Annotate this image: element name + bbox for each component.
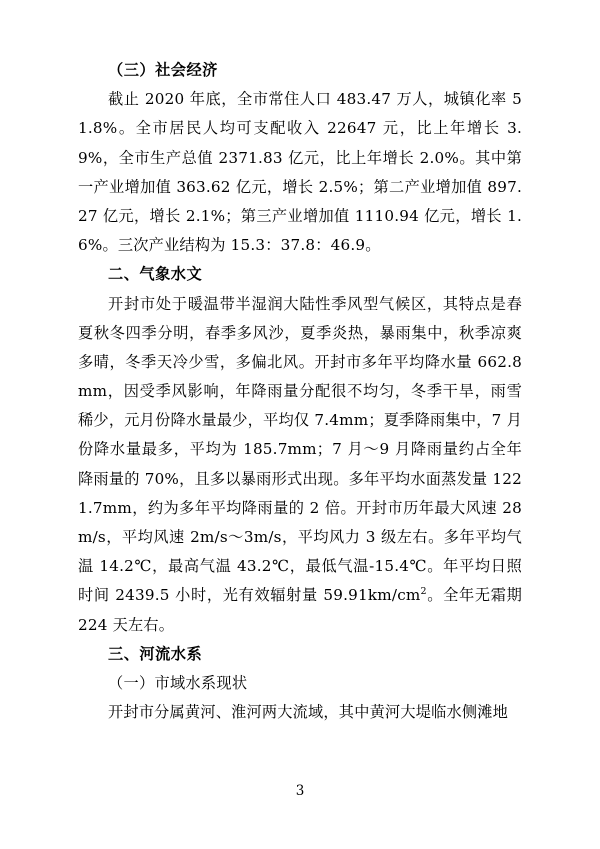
paragraph-text-after-sup: 。全年无霜期 224 天左右。 <box>78 586 523 634</box>
paragraph-social-economy: 截止 2020 年底，全市常住人口 483.47 万人，城镇化率 51.8%。全市居民人均可支配收入 22647 元，比上年增长 3.9%，全市生产总值 2371.83 亿元，比上年增长 2.0%。其中第一产业增加值 363.62 亿元，增长 2.5%；第二产业增加值 897.27 亿元，增长 2.1%；第三产业增加值 1110.94 亿元，增长 1.6%。三次产业结构为 15.3：37.8：46.9。 <box>78 90 522 255</box>
paragraph-meteorology-hydrology <box>78 290 522 640</box>
subsection-heading-city-water-system: （一）市域水系现状 <box>108 673 248 692</box>
superscript-square: 2 <box>420 586 427 598</box>
page-number: 3 <box>295 783 305 799</box>
page-content <box>78 56 522 776</box>
paragraph-text-before-sup: 开封市处于暖温带半湿润大陆性季风型气候区，其特点是春夏秋冬四季分明，春季多风沙，夏季炎热，暴雨集中，秋季凉爽多晴，冬季天冷少雪，多偏北风。开封市多年平均降水量 662.8mm，因受季风影响，年降雨量分配很不均匀，冬季干旱，雨雪稀少，元月份降水量最少，平均仅 7.4mm；夏季降雨集中，7 月份降水量最多，平均为 185.7mm；7 月～9 月降雨量约占全年降雨量的 70%，且多以暴雨形式出现。多年平均水面蒸发量 1221.7mm，约为多年平均降雨量的 2 倍。开封市历年最大风速 28m/s，平均风速 2m/s～3m/s，平均风力 3 级左右。多年平均气温 14.2℃，最高气温 43.2℃，最低气温-15.4℃。年平均日照时间 2439.5 小时，光有效辐射量 59.91km/cm <box>78 294 522 605</box>
section-heading-rivers: 三、河流水系 <box>108 644 203 663</box>
section-heading-social-economy: （三）社会经济 <box>108 61 218 79</box>
paragraph-city-water-system: 开封市分属黄河、淮河两大流域，其中黄河大堤临水侧滩地 <box>108 703 509 722</box>
section-heading-meteorology-hydrology: 二、气象水文 <box>108 265 203 284</box>
